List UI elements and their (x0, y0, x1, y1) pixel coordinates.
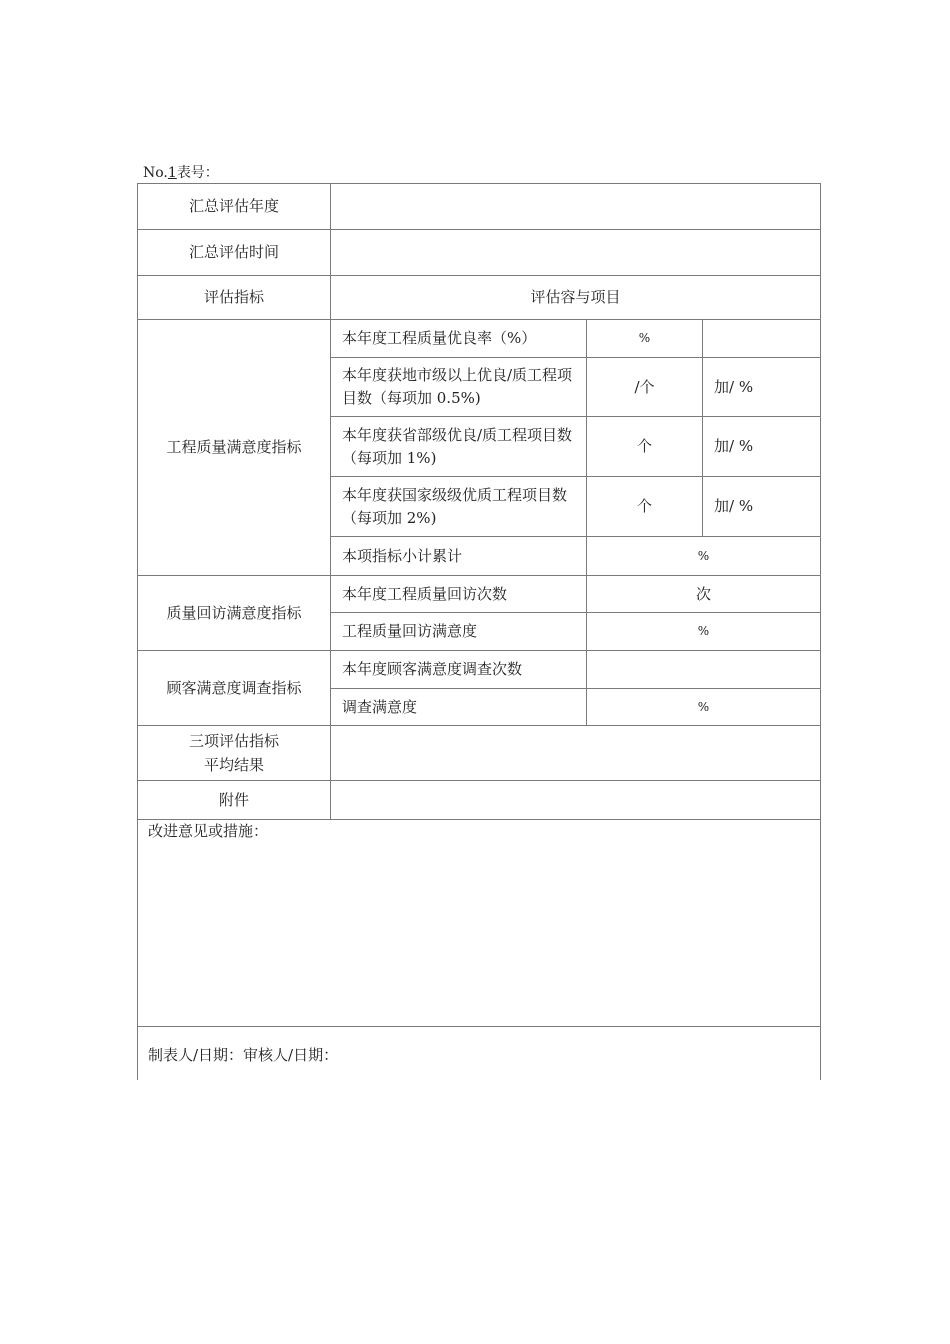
quality-subtotal-label: 本项指标小计累计 (342, 546, 463, 565)
customer-satisfaction-value[interactable]: % (697, 699, 710, 714)
attachment-label: 附件 (218, 790, 249, 809)
quality-item-value[interactable]: % (638, 331, 651, 345)
quality-item-text: 本年度工程质量优良率（%） (342, 329, 537, 347)
attachment-field[interactable] (331, 781, 820, 819)
average-result-label (138, 726, 330, 780)
signature-label: 制表人/日期：审核人/日期： (148, 1046, 339, 1064)
revisit-count-label: 本年度工程质量回访次数 (342, 584, 508, 603)
revisit-satisfaction-value[interactable]: % (697, 624, 710, 638)
table-border-right (820, 183, 821, 1080)
time-label: 汇总评估时间 (188, 243, 279, 261)
content-header: 评估容与项目 (530, 288, 621, 306)
quality-item-value[interactable]: /个 (634, 377, 655, 396)
improvement-field[interactable] (138, 842, 820, 1025)
average-label-line2: 平均结果 (203, 756, 264, 774)
improvement-label: 改进意见或措施： (148, 822, 269, 840)
form-number (143, 164, 219, 182)
quality-item-text: 本年度获地市级以上优良/质工程项目数（每项加 0.5%) (342, 366, 573, 407)
quality-indicator-label: 工程质量满意度指标 (166, 438, 302, 456)
quality-item-text: 本年度获国家级级优质工程项目数（每项加 2%) (342, 485, 568, 527)
quality-item-text: 本年度获省部级优良/质工程项目数（每项加 1%) (342, 425, 573, 467)
revisit-count-value[interactable]: 次 (695, 584, 711, 603)
row-divider (137, 1026, 821, 1027)
time-field[interactable] (331, 230, 820, 275)
quality-item-bonus[interactable] (703, 320, 820, 357)
form-number-suffix: 表号： (176, 165, 219, 181)
quality-subtotal-value[interactable]: % (697, 548, 710, 563)
average-label-line1: 三项评估指标 (188, 732, 279, 750)
row-divider (137, 819, 821, 820)
customer-satisfaction-label: 调查满意度 (342, 697, 418, 716)
year-field[interactable] (331, 184, 820, 229)
quality-item-bonus[interactable]: 加/ % (714, 377, 754, 396)
customer-count-value[interactable] (587, 651, 820, 688)
customer-count-label: 本年度顾客满意度调查次数 (342, 660, 523, 678)
form-number-prefix: No. (143, 165, 168, 181)
quality-item-bonus[interactable]: 加/ % (714, 497, 754, 515)
revisit-satisfaction-label: 工程质量回访满意度 (342, 622, 478, 640)
indicator-header: 评估指标 (203, 288, 264, 306)
quality-item-value[interactable]: 个 (636, 497, 652, 515)
revisit-indicator-label: 质量回访满意度指标 (166, 603, 302, 622)
year-label: 汇总评估年度 (188, 197, 279, 215)
form-number-value: 1 (167, 165, 177, 181)
quality-item-value[interactable]: 个 (636, 437, 652, 455)
customer-indicator-label: 顾客满意度调查指标 (166, 678, 302, 697)
quality-item-bonus[interactable]: 加/ % (714, 437, 754, 455)
average-result-field[interactable] (331, 726, 820, 780)
